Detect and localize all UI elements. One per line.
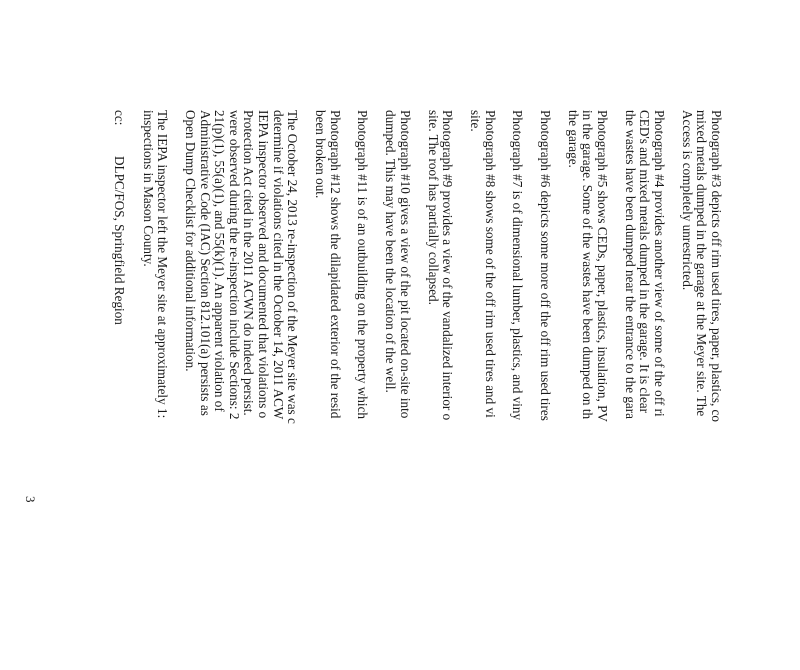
paragraph-2 bbox=[622, 110, 666, 670]
text-line: Photograph #10 gives a view of the pit located on-site into bbox=[397, 110, 413, 419]
text-line: Open Dump Checklist for additional information. bbox=[183, 110, 199, 372]
paragraph-12 bbox=[140, 110, 169, 670]
paragraph-8 bbox=[383, 110, 412, 670]
text-line: Photograph #6 depicts some more off the off rim used tires bbox=[538, 110, 554, 421]
text-line: Photograph #4 provides another view of some of the off ri bbox=[652, 110, 668, 417]
text-line: inspections in Mason County. bbox=[140, 110, 156, 267]
text-line: The IEPA inspector left the Meyer site at approximately 1: bbox=[155, 110, 171, 419]
paragraph-3 bbox=[565, 110, 609, 670]
page-number: 3 bbox=[23, 496, 38, 503]
text-line: Access is completely unrestricted. bbox=[679, 110, 695, 291]
cc-line bbox=[112, 110, 127, 670]
paragraph-9 bbox=[355, 110, 370, 670]
text-line: Photograph #8 shows some of the off rim used tires and vi bbox=[482, 110, 498, 418]
text-line: Photograph #9 provides a view of the vandalized interior o bbox=[440, 110, 456, 421]
text-line: site. The roof has partially collapsed. bbox=[425, 110, 441, 305]
text-line: The October 24, 2013 re-inspection of the Meyer site was c bbox=[285, 110, 301, 424]
text-line: the garage. bbox=[565, 110, 581, 168]
text-line: IEPA inspector observed and documented that violations o bbox=[256, 110, 272, 419]
text-line: site. bbox=[467, 110, 483, 132]
paragraph-10 bbox=[312, 110, 341, 670]
paragraph-7 bbox=[425, 110, 454, 670]
text-line: were observed during the re-inspection include Sections: 2 bbox=[226, 110, 242, 420]
text-line: Administrative Code (IAC) Section 812.101(a) persists as bbox=[197, 110, 213, 416]
text-line: Photograph #5 shows CEDs, paper, plastics, insulation, PV bbox=[595, 110, 611, 422]
text-line: Photograph #3 depicts off rim used tires, paper, plastics, co bbox=[709, 110, 724, 422]
text-line: 21(p)(1), 55(a)(1), and 55(k)(1). An apparent violation of bbox=[212, 110, 228, 412]
text-line: the wastes have been dumped near the entrance to the gara bbox=[622, 110, 638, 420]
text-line: mixed metals dumped in the garage at the Meyer site. The bbox=[694, 110, 710, 417]
paragraph-4 bbox=[538, 110, 553, 670]
cc-label: cc: bbox=[112, 110, 128, 126]
text-line: Photograph #7 is of dimensional lumber, plastics, and viny bbox=[510, 110, 526, 421]
text-line: dumped. This may have been the location of the well. bbox=[383, 110, 399, 393]
text-line: Protection Act cited in the 2011 ACWN do indeed persist. bbox=[241, 110, 257, 416]
cc-recipient: DLPC/FOS, Springfield Region bbox=[112, 156, 128, 325]
text-line: CED's and mixed metals dumped in the garage. It is clear bbox=[637, 110, 653, 414]
text-line: Photograph #12 shows the dilapidated exterior of the resid bbox=[327, 110, 343, 419]
text-line: determine if violations cited in the October 14, 2011 ACW bbox=[270, 110, 286, 420]
text-line: been broken out. bbox=[313, 110, 329, 199]
text-line: Photograph #11 is of an outbuilding on the property which bbox=[355, 110, 371, 420]
page-body bbox=[112, 110, 723, 670]
paragraph-11 bbox=[183, 110, 300, 670]
text-line: in the garage. Some of the wastes have been dumped on th bbox=[580, 110, 596, 420]
paragraph-6 bbox=[467, 110, 496, 670]
paragraph-5 bbox=[510, 110, 525, 670]
paragraph-1 bbox=[679, 110, 723, 670]
